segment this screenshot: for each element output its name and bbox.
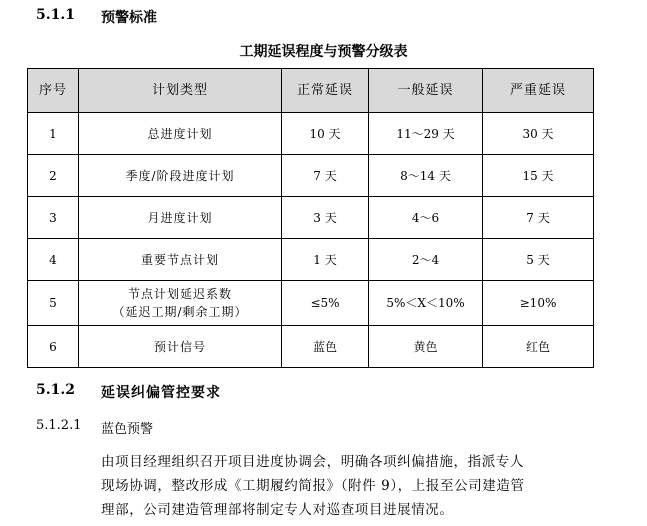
cell-normal: 7 天: [282, 155, 369, 197]
table-row: [28, 281, 594, 326]
cell-no: 5: [28, 281, 79, 326]
cell-severe: 15 天: [483, 155, 594, 197]
section-number: 5.1.1: [36, 7, 75, 23]
cell-normal: 1 天: [282, 239, 369, 281]
cell-plan-type: [79, 281, 282, 326]
warning-level-table: [27, 68, 594, 368]
section-title: 预警标准: [101, 10, 157, 26]
header-no: 序号: [28, 69, 79, 113]
cell-plan-type-line: （延迟工期/剩余工期）: [112, 305, 248, 319]
cell-severe: 5 天: [483, 239, 594, 281]
cell-no: 3: [28, 197, 79, 239]
cell-normal: 3 天: [282, 197, 369, 239]
table-row: [28, 239, 594, 281]
paragraph-line: 现场协调，整改形成《工期履约简报》（附件 9），上报至公司建造管: [101, 478, 525, 494]
cell-general: 5%＜X＜10%: [369, 281, 483, 326]
cell-severe: 7 天: [483, 197, 594, 239]
table-row: [28, 326, 594, 368]
header-normal-delay: 正常延误: [282, 69, 369, 113]
cell-plan-type-line: 节点计划延迟系数: [127, 287, 232, 301]
table-title: 工期延误程度与预警分级表: [239, 44, 408, 60]
cell-plan-type: 总进度计划: [79, 113, 282, 155]
cell-general: 11～29 天: [369, 113, 483, 155]
cell-severe: 30 天: [483, 113, 594, 155]
cell-no: 6: [28, 326, 79, 368]
cell-plan-type: 重要节点计划: [79, 239, 282, 281]
cell-general: 8～14 天: [369, 155, 483, 197]
cell-normal: 10 天: [282, 113, 369, 155]
cell-plan-type: 月进度计划: [79, 197, 282, 239]
cell-normal: ≤5%: [282, 281, 369, 326]
section2-title: 延误纠偏管控要求: [101, 385, 221, 401]
table-row: [28, 155, 594, 197]
cell-no: 4: [28, 239, 79, 281]
cell-severe: 红色: [483, 326, 594, 368]
table-header-row: [28, 69, 594, 113]
paragraph-line: 由项目经理组织召开项目进度协调会，明确各项纠偏措施，指派专人: [101, 454, 524, 470]
cell-general: 4～6: [369, 197, 483, 239]
cell-general: 黄色: [369, 326, 483, 368]
cell-no: 2: [28, 155, 79, 197]
cell-severe: ≥10%: [483, 281, 594, 326]
body-paragraph: [101, 450, 601, 522]
subsection-title: 蓝色预警: [101, 422, 154, 437]
subsection-number: 5.1.2.1: [36, 418, 82, 433]
cell-no: 1: [28, 113, 79, 155]
cell-plan-type: 季度/阶段进度计划: [79, 155, 282, 197]
paragraph-line: 理部，公司建造管理部将制定专人对巡查项目进展情况。: [101, 502, 454, 518]
header-plan-type: 计划类型: [79, 69, 282, 113]
cell-plan-type: 预计信号: [79, 326, 282, 368]
section2-number: 5.1.2: [36, 382, 75, 398]
table-row: [28, 113, 594, 155]
table-row: [28, 197, 594, 239]
cell-normal: 蓝色: [282, 326, 369, 368]
cell-general: 2～4: [369, 239, 483, 281]
header-general-delay: 一般延误: [369, 69, 483, 113]
header-severe-delay: 严重延误: [483, 69, 594, 113]
